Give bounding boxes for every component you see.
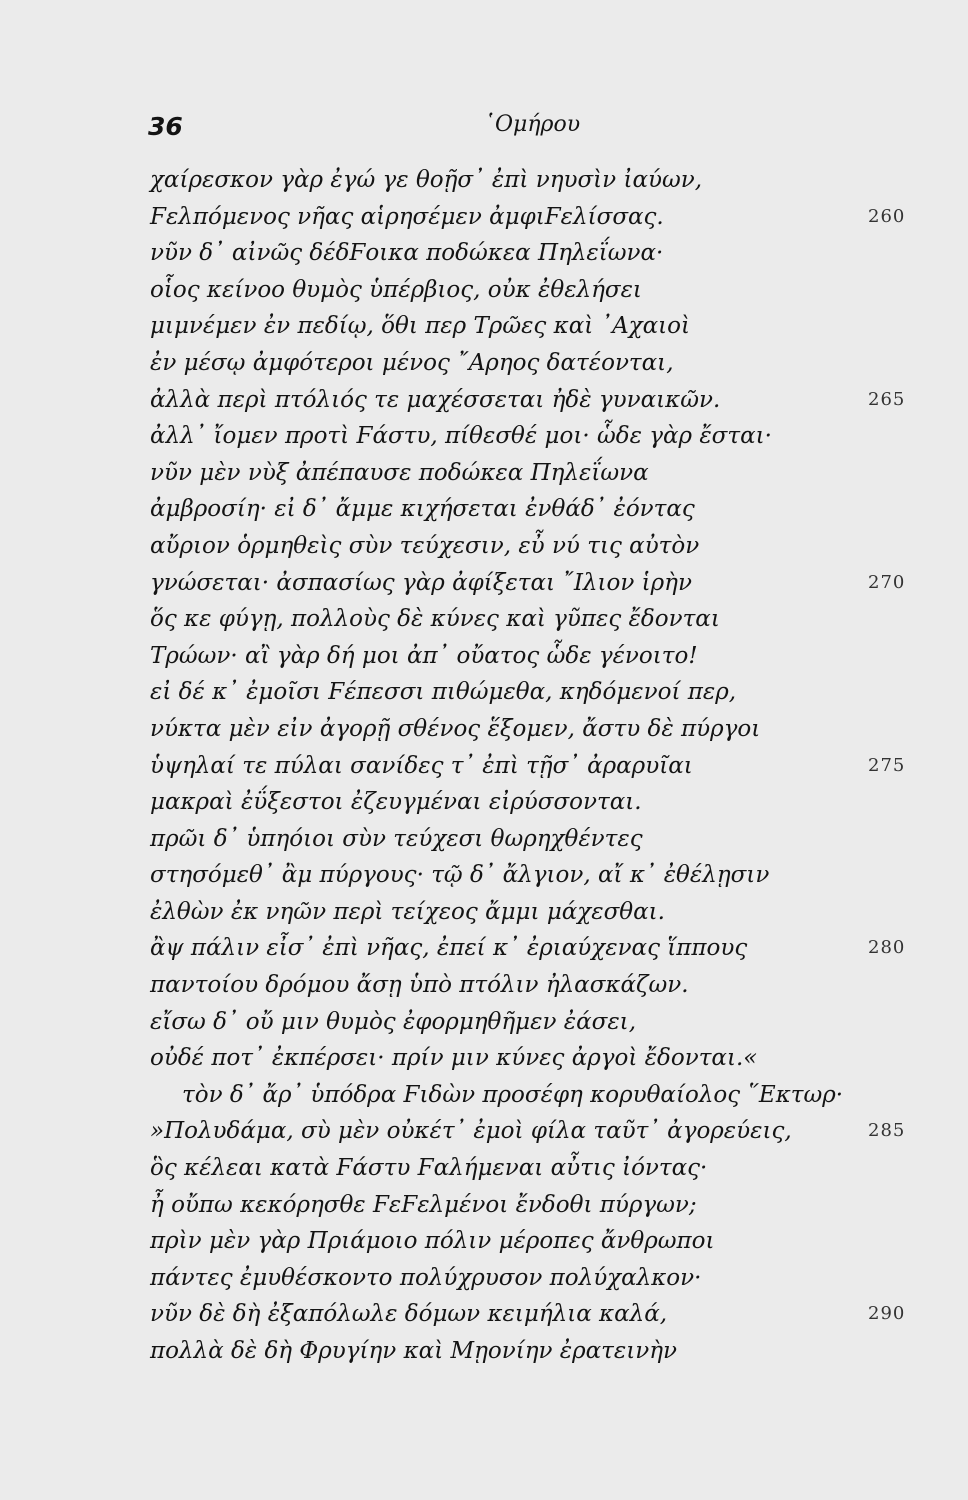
verse-line-text: πρὶν μὲν γὰρ Πριάμοιο πόλιν μέροπες ἄνθρωποι — [150, 1228, 715, 1255]
verse-line-text: ἀλλὰ περὶ πτόλιός τε μαχέσσεται ἠδὲ γυναικῶν. — [150, 386, 721, 413]
verse-line — [150, 528, 840, 565]
verse-line-text: εἴσω δ᾽ οὔ μιν θυμὸς ἐφορμηθῆμεν ἐάσει, — [150, 1008, 636, 1035]
verse-line — [150, 1187, 840, 1224]
verse-line-text: ὅς κε φύγῃ, πολλοὺς δὲ κύνες καὶ γῦπες ἔδονται — [150, 606, 720, 633]
verse-line-text: ἦ οὔπω κεκόρησθε ϜεϜελμένοι ἔνδοθι πύργων; — [150, 1191, 697, 1218]
verse-line — [150, 930, 906, 967]
line-number: 275 — [868, 754, 906, 776]
verse-line — [150, 1077, 844, 1114]
line-number: 270 — [868, 571, 906, 593]
verse-line-text: χαίρεσκον γὰρ ἐγώ γε θοῇσ᾽ ἐπὶ νηυσὶν ἰαύων, — [150, 167, 703, 193]
verse-line — [150, 418, 840, 455]
verse-line — [150, 272, 840, 309]
verse-line-text: οὐδέ ποτ᾽ ἐκπέρσει· πρίν μιν κύνες ἀργοὶ ἔδονται.« — [150, 1045, 758, 1072]
verse-line-text: ἀλλ᾽ ἴομεν προτὶ Ϝάστυ, πίθεσθέ μοι· ὧδε γὰρ ἔσται· — [150, 423, 772, 450]
verse-line — [150, 382, 906, 419]
verse-line-text: ὃς κέλεαι κατὰ Ϝάστυ Ϝαλήμεναι αὖτις ἰόντας· — [150, 1155, 708, 1182]
verse-line — [150, 674, 840, 711]
verse-line — [150, 491, 840, 528]
verse-line — [150, 565, 906, 602]
verse-line — [150, 1004, 840, 1041]
verse-line-text: νῦν μὲν νὺξ ἀπέπαυσε ποδώκεα Πηλεΐωνα — [150, 459, 649, 486]
verse-line — [150, 638, 840, 675]
verse-line-text: ἀμβροσίη· εἰ δ᾽ ἄμμε κιχήσεται ἐνθάδ᾽ ἐόντας — [150, 496, 695, 523]
verse-line-text: τὸν δ᾽ ἄρ᾽ ὑπόδρα Ϝιδὼν προσέφη κορυθαίολος ῞Εκτωρ· — [182, 1081, 844, 1108]
verse-line — [150, 821, 840, 858]
verse-line — [150, 748, 906, 785]
verse-line-text: εἰ δέ κ᾽ ἐμοῖσι Ϝέπεσσι πιθώμεθα, κηδόμενοί περ, — [150, 679, 737, 706]
verse-line — [150, 1113, 906, 1150]
line-number: 265 — [868, 388, 906, 410]
verse-line — [150, 345, 840, 382]
verse-line — [150, 1333, 840, 1370]
verse-line-text: ὑψηλαί τε πύλαι σανίδες τ᾽ ἐπὶ τῇσ᾽ ἀραρυῖαι — [150, 752, 693, 779]
verse-line-text: ἐλθὼν ἐκ νηῶν περὶ τείχεος ἄμμι μάχεσθαι. — [150, 898, 665, 925]
verse-line — [150, 1040, 840, 1077]
line-number: 285 — [868, 1120, 906, 1142]
verse-line-text: στησόμεθ᾽ ἂμ πύργους· τῷ δ᾽ ἄλγιον, αἴ κ᾽ ἐθέλῃσιν — [150, 862, 770, 889]
verse-line — [150, 1150, 840, 1187]
verse-line-text: μιμνέμεν ἐν πεδίῳ, ὅθι περ Τρῶες καὶ ᾽Αχαιοὶ — [150, 313, 691, 340]
verse-line — [150, 1223, 840, 1260]
verse-text-block — [150, 162, 906, 1370]
verse-line — [150, 455, 840, 492]
verse-line — [150, 1260, 840, 1297]
verse-line-text: πρῶι δ᾽ ὑπηόιοι σὺν τεύχεσι θωρηχθέντες — [150, 825, 643, 852]
verse-line-text: ἐν μέσῳ ἀμφότεροι μένος ῎Αρηος δατέονται, — [150, 349, 674, 376]
verse-line — [150, 601, 840, 638]
verse-line — [150, 894, 840, 931]
verse-line — [150, 711, 840, 748]
verse-line-text: πάντες ἐμυθέσκοντο πολύχρυσον πολύχαλκον· — [150, 1264, 702, 1291]
verse-line-text: μακραὶ ἐΰξεστοι ἐζευγμέναι εἰρύσσονται. — [150, 789, 642, 816]
verse-line-text: νύκτα μὲν εἰν ἀγορῇ σθένος ἕξομεν, ἄστυ δὲ πύργοι — [150, 715, 761, 742]
verse-line-text: πολλὰ δὲ δὴ Φρυγίην καὶ Μῃονίην ἐρατεινὴν — [150, 1338, 678, 1364]
verse-line — [150, 162, 840, 199]
verse-line — [150, 235, 840, 272]
verse-line-text: Τρώων· αἲ γὰρ δή μοι ἀπ᾽ οὔατος ὧδε γένοιτο! — [150, 642, 698, 669]
page-number: 36 — [148, 112, 183, 141]
line-number: 290 — [868, 1303, 906, 1325]
line-number: 280 — [868, 937, 906, 959]
verse-line — [150, 857, 840, 894]
verse-line-text: Ϝελπόμενος νῆας αἱρησέμεν ἀμφιϜελίσσας. — [150, 203, 664, 230]
verse-line-text: »Πολυδάμα, σὺ μὲν οὐκέτ᾽ ἐμοὶ φίλα ταῦτ᾽ ἀγορεύεις, — [150, 1118, 792, 1145]
verse-line-text: νῦν δὲ δὴ ἐξαπόλωλε δόμων κειμήλια καλά, — [150, 1301, 668, 1328]
verse-line — [150, 967, 840, 1004]
verse-line-text: γνώσεται· ἀσπασίως γὰρ ἀφίξεται ῎Ιλιον ἱρὴν — [150, 569, 692, 596]
verse-line — [150, 199, 906, 236]
verse-line-text: νῦν δ᾽ αἰνῶς δέδϜοικα ποδώκεα Πηλεΐωνα· — [150, 240, 664, 267]
running-head: ῾Ομήρου — [484, 112, 581, 137]
verse-line-text: οἷος κείνοο θυμὸς ὑπέρβιος, οὐκ ἐθελήσει — [150, 276, 642, 303]
verse-line-text: ἂψ πάλιν εἶσ᾽ ἐπὶ νῆας, ἐπεί κ᾽ ἐριαύχενας ἵππους — [150, 935, 748, 962]
verse-line — [150, 308, 840, 345]
verse-line — [150, 1296, 906, 1333]
line-number: 260 — [868, 205, 906, 227]
verse-line-text: παντοίου δρόμου ἄσῃ ὑπὸ πτόλιν ἠλασκάζων. — [150, 972, 689, 999]
verse-line-text: αὔριον ὁρμηθεὶς σὺν τεύχεσιν, εὖ νύ τις αὐτὸν — [150, 532, 700, 559]
verse-line — [150, 784, 840, 821]
